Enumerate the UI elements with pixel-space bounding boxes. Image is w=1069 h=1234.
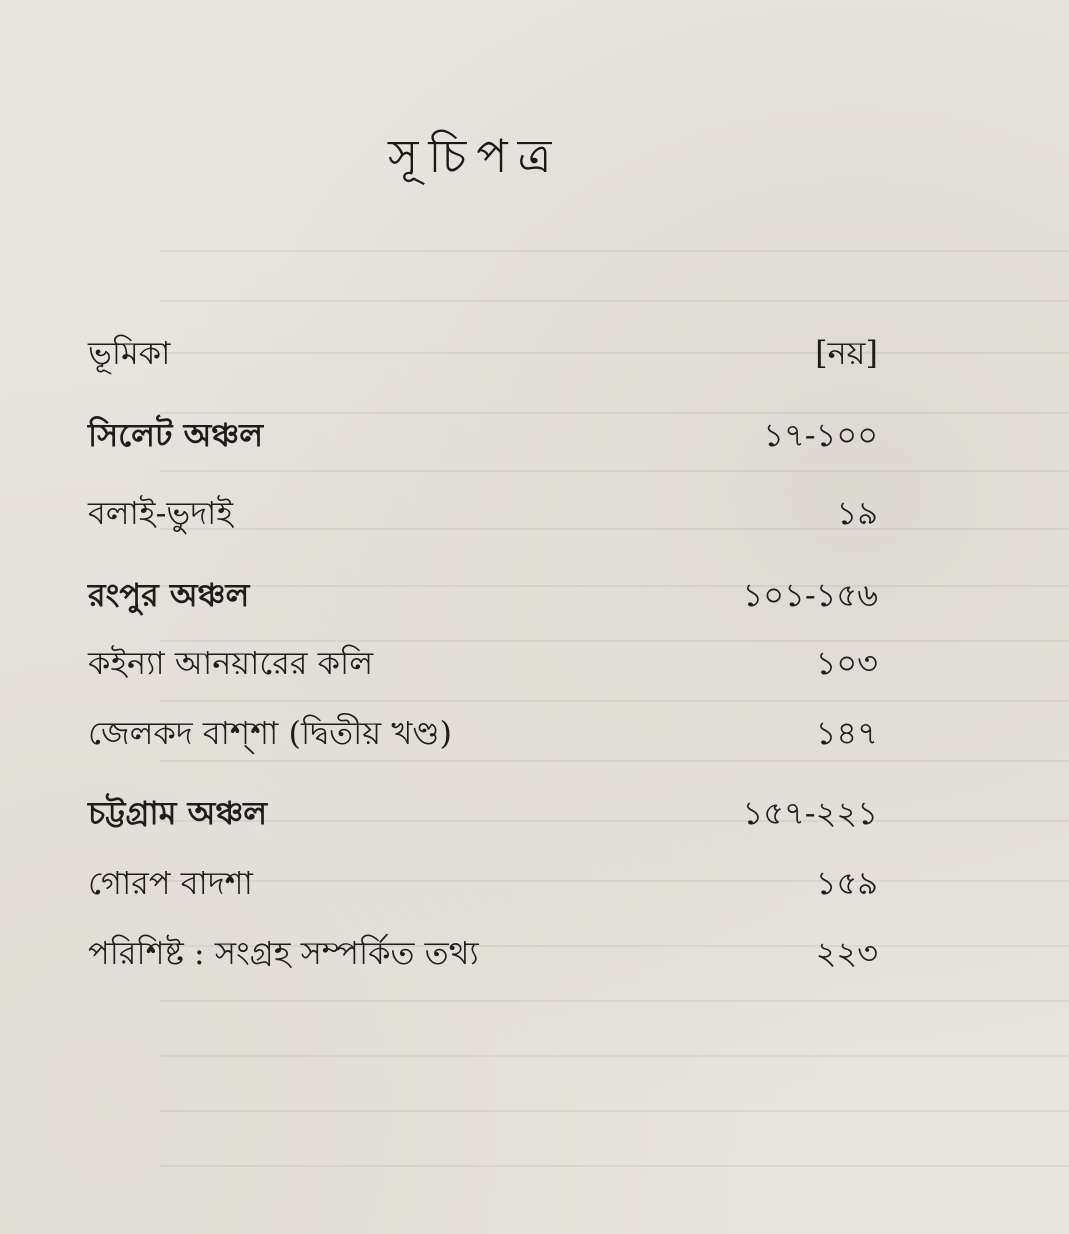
toc-entry <box>88 640 878 690</box>
toc-entry-page: ১৫৭-২২১ <box>742 794 878 832</box>
toc-entry-page: ১৪৭ <box>815 714 878 752</box>
toc-entry-title: সিলেট অঞ্চল <box>88 416 264 454</box>
toc-entry-page: ১০৩ <box>815 644 878 682</box>
page-title: সূচিপত্র <box>388 129 562 183</box>
bleed-through-line <box>160 470 1069 472</box>
toc-entry <box>88 330 878 380</box>
toc-entry-title: ভূমিকা <box>88 334 171 372</box>
toc-entry-page: ২২৩ <box>815 934 878 972</box>
toc-entry <box>88 710 878 760</box>
toc-entry-title: রংপুর অঞ্চল <box>88 576 250 614</box>
toc-entry-title: বলাই-ভুদাই <box>88 494 233 532</box>
toc-entry <box>88 490 878 540</box>
toc-entry-title: কইন্যা আনয়ারের কলি <box>88 644 374 682</box>
toc-entry-page: [নয়] <box>815 334 878 372</box>
toc-entry-title: জেলকদ বাশ্‌শা (দ্বিতীয় খণ্ড) <box>88 714 452 752</box>
toc-entry <box>88 860 878 910</box>
toc-entry <box>88 930 878 980</box>
bleed-through-line <box>160 1000 1069 1002</box>
bleed-through-line <box>160 700 1069 702</box>
toc-entry-page: ১৯ <box>836 494 878 532</box>
toc-entry-title: গোরপ বাদশা <box>88 864 253 902</box>
bleed-through-line <box>160 1110 1069 1112</box>
bleed-through-line <box>160 1165 1069 1167</box>
toc-entry-page: ১০১-১৫৬ <box>742 576 878 614</box>
toc-entry-page: ১৭-১০০ <box>763 416 878 454</box>
bleed-through-line <box>160 1055 1069 1057</box>
bleed-through-line <box>160 250 1069 252</box>
toc-section-heading <box>88 790 878 840</box>
bleed-through-line <box>160 300 1069 302</box>
toc-entry-page: ১৫৯ <box>815 864 878 902</box>
toc-entry-title: পরিশিষ্ট : সংগ্রহ সম্পর্কিত তথ্য <box>88 934 479 972</box>
toc-section-heading <box>88 572 878 622</box>
toc-entry-title: চট্টগ্রাম অঞ্চল <box>88 794 268 832</box>
toc-section-heading <box>88 412 878 462</box>
